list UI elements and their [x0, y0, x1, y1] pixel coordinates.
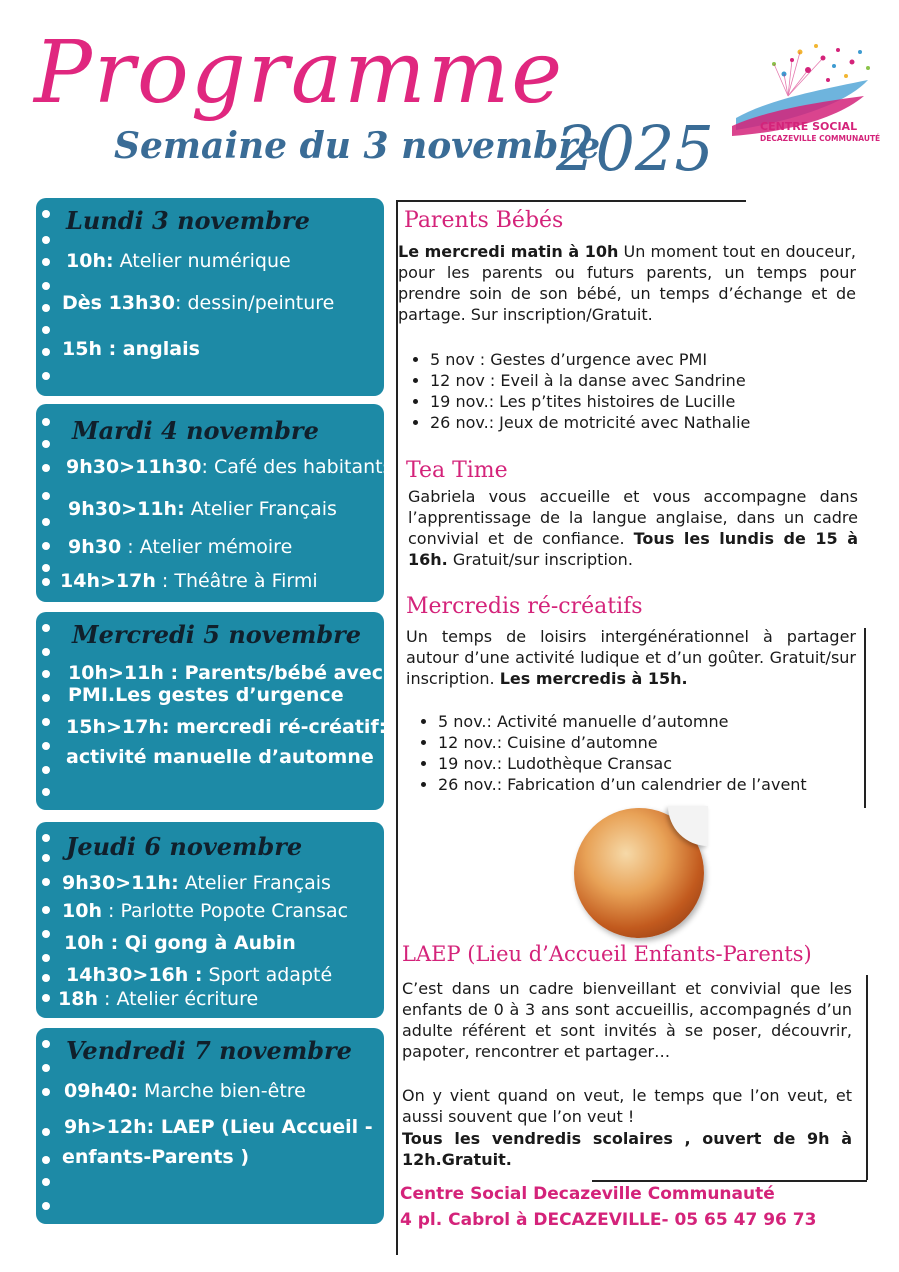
page-title: Programme	[34, 23, 565, 123]
day-heading: Jeudi 6 novembre	[66, 832, 303, 861]
logo-line1: CENTRE SOCIAL	[760, 120, 858, 133]
divider-top	[396, 200, 746, 202]
section-heading-mercredis: Mercredis ré-créatifs	[406, 594, 643, 619]
laep-text-bold: Tous les vendredis scolaires , ouvert de 9h à 12h.Gratuit.	[402, 1129, 852, 1169]
list-item: • 5 nov.: Activité manuelle d’automne	[438, 711, 878, 732]
schedule-item: PMI.Les gestes d’urgence	[68, 684, 344, 706]
parents-bebes-list	[408, 349, 870, 433]
laep-text-1: C’est dans un cadre bienveillant et convivial que les enfants de 0 à 3 ans sont accueillis, accompagnés d’un adulte référent et sont invités à se poser, découvrir, papoter, rencontrer et partager…	[402, 979, 852, 1061]
schedule-item: enfants-Parents )	[62, 1146, 250, 1168]
laep-text-2: On y vient quand on veut, le temps que l’on veut, et aussi souvent que l’on veut !	[402, 1086, 852, 1126]
list-item: • 19 nov.: Ludothèque Cransac	[438, 753, 878, 774]
footer-address: 4 pl. Cabrol à DECAZEVILLE- 05 65 47 96 73	[400, 1210, 817, 1230]
schedule-item: 10h>11h : Parents/bébé avec	[68, 662, 383, 684]
section-heading-laep: LAEP (Lieu d’Accueil Enfants-Parents)	[402, 942, 812, 966]
list-item: • 12 nov.: Cuisine d’automne	[438, 732, 878, 753]
day-card-jeudi	[36, 822, 384, 1018]
list-item: • 26 nov.: Fabrication d’un calendrier de l’avent	[438, 774, 878, 795]
schedule-item: 9h30>11h: Atelier Français	[68, 498, 337, 520]
schedule-item: 9h30>11h30: Café des habitants	[66, 456, 393, 478]
day-heading: Mercredi 5 novembre	[72, 620, 362, 649]
schedule-item: 15h : anglais	[62, 338, 200, 360]
schedule-item: 10h : Parlotte Popote Cransac	[62, 900, 349, 922]
day-card-mercredi	[36, 612, 387, 810]
divider-vertical	[396, 200, 398, 1255]
schedule-item: 10h : Qi gong à Aubin	[64, 932, 296, 954]
divider-right-2	[866, 975, 868, 1180]
section-heading-tea-time: Tea Time	[406, 458, 508, 483]
divider-bottom	[592, 1180, 867, 1182]
section-heading-parents-bebes: Parents Bébés	[404, 208, 564, 233]
list-item: • 12 nov : Eveil à la danse avec Sandrine	[430, 370, 870, 391]
day-heading: Mardi 4 novembre	[72, 416, 319, 445]
schedule-item: 15h>17h: mercredi ré-créatif:	[66, 716, 387, 738]
parents-bebes-text: Le mercredi matin à 10h Un moment tout en douceur, pour les parents ou futurs parents, un temps pour prendre soin de son bébé, un temps d’échange et de partage. Sur inscription/Gratuit.	[398, 242, 856, 324]
schedule-item: 14h30>16h : Sport adapté	[66, 964, 333, 986]
day-card-mardi	[36, 404, 393, 602]
schedule-item: 9h30 : Atelier mémoire	[68, 536, 293, 558]
list-item: • 19 nov.: Les p’tites histoires de Lucille	[430, 391, 870, 412]
mercredis-list	[416, 711, 878, 795]
schedule-item: 14h>17h : Théâtre à Firmi	[60, 570, 318, 592]
schedule-item: 09h40: Marche bien-être	[64, 1080, 306, 1102]
page-year: 2025	[556, 112, 714, 185]
list-item: • 26 nov.: Jeux de motricité avec Nathalie	[430, 412, 870, 433]
mercredis-text: Un temps de loisirs intergénérationnel à partager autour d’une activité ludique et d’un goûter. Gratuit/sur inscription. Les mercredis à 15h.	[406, 627, 856, 688]
schedule-item: 9h30>11h: Atelier Français	[62, 872, 331, 894]
tea-time-text: Gabriela vous accueille et vous accompagne dans l’apprentissage de la langue anglaise, dans un cadre convivial et de confiance. Tous les lundis de 15 à 16h. Gratuit/sur inscription.	[408, 487, 859, 569]
day-card-vendredi	[36, 1028, 384, 1224]
schedule-item: activité manuelle d’automne	[66, 746, 374, 768]
day-heading: Lundi 3 novembre	[66, 206, 310, 235]
footer-organization: Centre Social Decazeville Communauté	[400, 1184, 775, 1204]
schedule-item: 10h: Atelier numérique	[66, 250, 291, 272]
page-subtitle: Semaine du 3 novembre	[114, 125, 601, 167]
schedule-item: 9h>12h: LAEP (Lieu Accueil -	[64, 1116, 373, 1138]
schedule-item: 18h : Atelier écriture	[58, 988, 259, 1010]
list-item: • 5 nov : Gestes d’urgence avec PMI	[430, 349, 870, 370]
day-card-lundi	[36, 198, 384, 396]
schedule-item: Dès 13h30: dessin/peinture	[62, 292, 335, 314]
day-heading: Vendredi 7 novembre	[66, 1036, 352, 1065]
logo-line2: DECAZEVILLE COMMUNAUTÉ	[760, 134, 881, 143]
